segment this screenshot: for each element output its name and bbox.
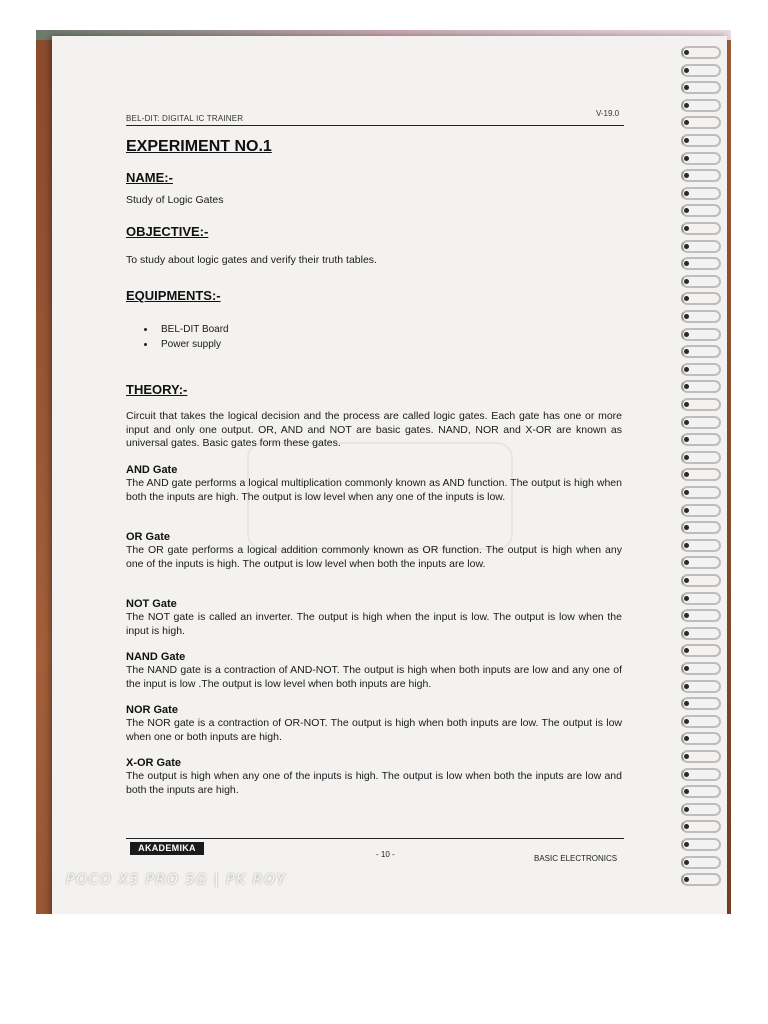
page-number: - 10 - [376, 850, 395, 859]
punch-hole [684, 226, 689, 231]
punch-hole [684, 860, 689, 865]
punch-hole [684, 578, 689, 583]
camera-watermark: POCO X5 PRO 5G | PK ROY [66, 872, 287, 888]
document-photo [36, 30, 731, 914]
publisher-logo: AKADEMIKA [130, 842, 204, 855]
gate-title-and: AND Gate [126, 464, 178, 476]
punch-hole [684, 490, 689, 495]
spiral-binding [677, 46, 727, 906]
gate-text-or: The OR gate performs a logical addition commonly known as OR function. The output is high when any one of the inputs is high. The output is low level when both the inputs are low. [126, 544, 622, 570]
punch-hole [684, 842, 689, 847]
gate-text-nand: The NAND gate is a contraction of AND-NOT. The output is high when both inputs are low and any one of the input is low .The output is low level when both inputs are high. [126, 664, 622, 690]
gate-title-nor: NOR Gate [126, 704, 178, 716]
gate-title-or: OR Gate [126, 531, 171, 543]
punch-hole [684, 772, 689, 777]
gate-text-not: The NOT gate is called an inverter. The output is high when the input is low. The output is low when the input is high. [126, 611, 622, 637]
list-item: BEL-DIT Board [144, 322, 229, 337]
list-item: Power supply [144, 337, 229, 352]
punch-hole [684, 455, 689, 460]
punch-hole [684, 279, 689, 284]
theory-heading: THEORY:- [126, 382, 188, 397]
bullet-icon [144, 328, 147, 331]
punch-hole [684, 719, 689, 724]
experiment-title: EXPERIMENT NO.1 [126, 138, 272, 155]
punch-hole [684, 508, 689, 513]
punch-hole [684, 807, 689, 812]
punch-hole [684, 332, 689, 337]
punch-hole [684, 402, 689, 407]
header-left: BEL-DIT: DIGITAL IC TRAINER [126, 114, 244, 123]
punch-hole [684, 50, 689, 55]
punch-hole [684, 138, 689, 143]
punch-hole [684, 666, 689, 671]
punch-hole [684, 314, 689, 319]
punch-hole [684, 754, 689, 759]
gate-text-nor: The NOR gate is a contraction of OR-NOT. The output is high when both inputs are low. The output is low when one or both inputs are high. [126, 717, 622, 743]
gate-text-and: The AND gate performs a logical multiplication commonly known as AND function. The output is high when both the inputs are high. The output is low level when any one of the inputs is low. [126, 477, 622, 503]
punch-hole [684, 103, 689, 108]
gate-text-xor: The output is high when any one of the inputs is high. The output is low when both the inputs are low and both the inputs are high. [126, 770, 622, 796]
punch-hole [684, 367, 689, 372]
punch-hole [684, 191, 689, 196]
equipments-heading: EQUIPMENTS:- [126, 288, 221, 303]
punch-hole [684, 631, 689, 636]
name-text: Study of Logic Gates [126, 194, 224, 206]
punch-hole [684, 596, 689, 601]
punch-hole [684, 684, 689, 689]
notebook-page [52, 36, 727, 914]
name-heading: NAME:- [126, 170, 173, 185]
gate-title-nand: NAND Gate [126, 651, 186, 663]
objective-text: To study about logic gates and verify their truth tables. [126, 254, 377, 266]
bullet-icon [144, 343, 147, 346]
punch-hole [684, 543, 689, 548]
header-rule [126, 125, 624, 126]
equipment-list [144, 322, 229, 352]
theory-intro: Circuit that takes the logical decision and the process are called logic gates. Each gate has one or more input and only one output. OR, AND and NOT are basic gates. NAND, NOR and X-OR are known as universal gates. Basic gates form these gates. [126, 410, 622, 449]
footer-right: BASIC ELECTRONICS [534, 854, 618, 863]
gate-title-not: NOT Gate [126, 598, 177, 610]
header-version: V-19.0 [596, 109, 620, 118]
objective-heading: OBJECTIVE:- [126, 224, 209, 239]
punch-hole [684, 68, 689, 73]
gate-title-xor: X-OR Gate [126, 757, 182, 769]
punch-hole [684, 420, 689, 425]
punch-hole [684, 156, 689, 161]
punch-hole [684, 244, 689, 249]
footer-rule [126, 838, 624, 839]
